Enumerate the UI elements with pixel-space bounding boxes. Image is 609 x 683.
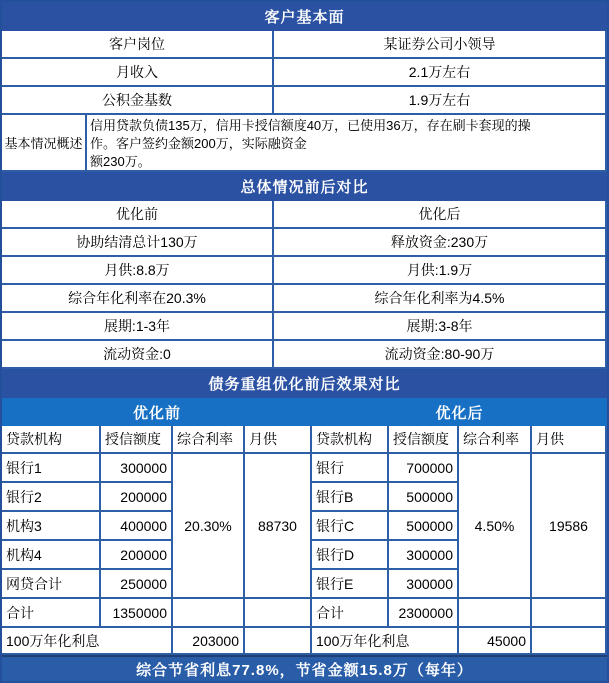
section-basics-title: 客户基本面 bbox=[2, 2, 607, 31]
col-header-org: 贷款机构 bbox=[312, 426, 389, 454]
org-cell: 银行C bbox=[312, 512, 389, 541]
detail-subheader bbox=[2, 398, 607, 426]
org-cell: 网贷合计 bbox=[2, 570, 101, 599]
total-value: 1350000 bbox=[101, 599, 173, 628]
detail-after-label: 优化后 bbox=[435, 404, 484, 422]
org-cell: 银行E bbox=[312, 570, 389, 599]
total-value: 2300000 bbox=[389, 599, 459, 628]
overall-after-header: 优化后 bbox=[274, 201, 607, 229]
col-header-credit: 授信额度 bbox=[101, 426, 173, 454]
summary-label: 基本情况概述 bbox=[2, 115, 87, 172]
org-cell: 机构3 bbox=[2, 512, 101, 541]
section-detail-title: 债务重组优化前后效果对比 bbox=[2, 369, 607, 398]
summary-line: 信用贷款负债135万，信用卡授信额度40万，已使用36万，存在刷卡套现的操 bbox=[90, 118, 531, 133]
detail-before-label: 优化前 bbox=[132, 404, 181, 422]
credit-cell: 300000 bbox=[389, 570, 459, 599]
total-label: 合计 bbox=[312, 599, 389, 628]
overall-after-cell: 月供:1.9万 bbox=[274, 257, 607, 285]
section-overall-title: 总体情况前后对比 bbox=[2, 172, 607, 201]
empty-cell bbox=[245, 599, 312, 628]
overall-after-cell: 释放资金:230万 bbox=[274, 229, 607, 257]
interest-value: 45000 bbox=[459, 628, 532, 655]
credit-cell: 200000 bbox=[101, 541, 173, 570]
basics-row-label: 公积金基数 bbox=[2, 87, 274, 115]
overall-before-cell: 综合年化利率在20.3% bbox=[2, 285, 274, 313]
empty-cell bbox=[245, 628, 312, 655]
after-table bbox=[312, 426, 607, 655]
empty-cell bbox=[459, 599, 532, 628]
credit-cell: 250000 bbox=[101, 570, 173, 599]
col-header-monthly: 月供 bbox=[245, 426, 312, 454]
overall-grid bbox=[2, 201, 607, 369]
before-table bbox=[2, 426, 312, 655]
interest-label: 100万年化利息 bbox=[312, 628, 459, 655]
overall-before-header: 优化前 bbox=[2, 201, 274, 229]
credit-cell: 700000 bbox=[389, 454, 459, 483]
total-label: 合计 bbox=[2, 599, 101, 628]
interest-label: 100万年化利息 bbox=[2, 628, 173, 655]
org-cell: 银行2 bbox=[2, 483, 101, 512]
basics-row-value: 某证券公司小领导 bbox=[274, 31, 607, 59]
org-cell: 银行 bbox=[312, 454, 389, 483]
basics-row-value: 1.9万左右 bbox=[274, 87, 607, 115]
summary-text bbox=[87, 115, 607, 172]
credit-cell: 500000 bbox=[389, 512, 459, 541]
overall-before-cell: 展期:1-3年 bbox=[2, 313, 274, 341]
overall-after-cell: 流动资金:80-90万 bbox=[274, 341, 607, 369]
overall-before-cell: 协助结清总计130万 bbox=[2, 229, 274, 257]
empty-cell bbox=[532, 628, 607, 655]
basics-row-label: 月收入 bbox=[2, 59, 274, 87]
basics-row-value: 2.1万左右 bbox=[274, 59, 607, 87]
summary-line: 额230万。 bbox=[90, 154, 151, 169]
col-header-monthly: 月供 bbox=[532, 426, 607, 454]
basics-summary-row bbox=[2, 115, 607, 172]
col-header-rate: 综合利率 bbox=[173, 426, 245, 454]
org-cell: 银行D bbox=[312, 541, 389, 570]
summary-line: 作。客户签约金额200万，实际融资金 bbox=[90, 136, 307, 151]
overall-before-cell: 月供:8.8万 bbox=[2, 257, 274, 285]
col-header-org: 贷款机构 bbox=[2, 426, 101, 454]
col-header-rate: 综合利率 bbox=[459, 426, 532, 454]
col-header-credit: 授信额度 bbox=[389, 426, 459, 454]
overall-after-cell: 展期:3-8年 bbox=[274, 313, 607, 341]
interest-value: 203000 bbox=[173, 628, 245, 655]
basics-row-label: 客户岗位 bbox=[2, 31, 274, 59]
basics-grid bbox=[2, 31, 607, 115]
merged-rate-cell: 20.30% bbox=[173, 454, 245, 599]
org-cell: 银行1 bbox=[2, 454, 101, 483]
org-cell: 机构4 bbox=[2, 541, 101, 570]
credit-cell: 300000 bbox=[101, 454, 173, 483]
empty-cell bbox=[532, 599, 607, 628]
credit-cell: 500000 bbox=[389, 483, 459, 512]
merged-monthly-cell: 88730 bbox=[245, 454, 312, 599]
overall-after-cell: 综合年化利率为4.5% bbox=[274, 285, 607, 313]
detail-tables bbox=[2, 426, 607, 655]
credit-cell: 400000 bbox=[101, 512, 173, 541]
empty-cell bbox=[173, 599, 245, 628]
merged-rate-cell: 4.50% bbox=[459, 454, 532, 599]
savings-summary-banner: 综合节省利息77.8%，节省金额15.8万（每年） bbox=[2, 655, 607, 681]
credit-cell: 300000 bbox=[389, 541, 459, 570]
merged-monthly-cell: 19586 bbox=[532, 454, 607, 599]
overall-before-cell: 流动资金:0 bbox=[2, 341, 274, 369]
credit-cell: 200000 bbox=[101, 483, 173, 512]
org-cell: 银行B bbox=[312, 483, 389, 512]
